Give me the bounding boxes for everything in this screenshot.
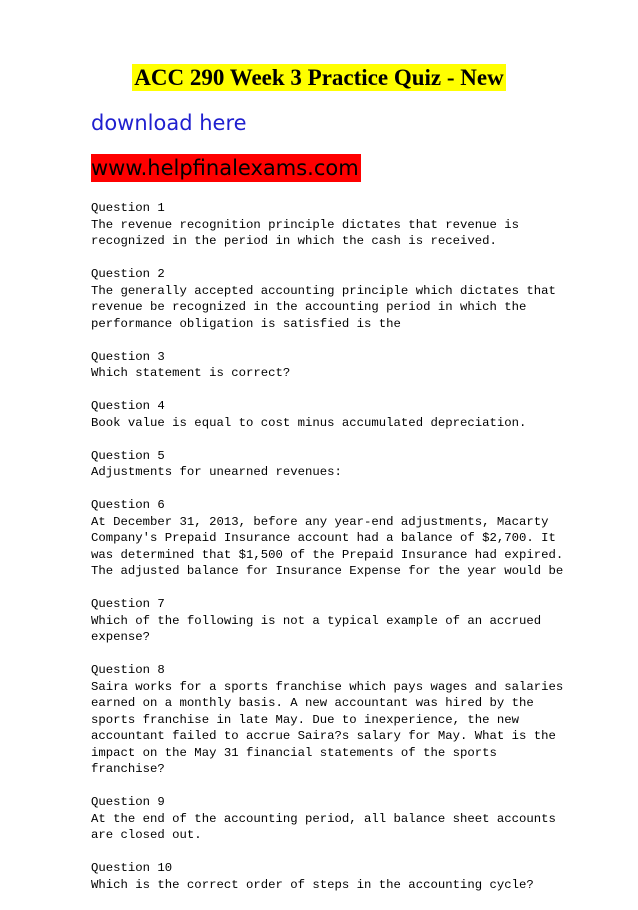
question-text: sports franchise in late May. Due to inexperience, the new [91, 712, 520, 727]
question-label: Question 7 [91, 597, 165, 611]
question-block [91, 662, 611, 778]
question-text: At the end of the accounting period, all balance sheet accounts [91, 811, 556, 826]
question-block [91, 398, 611, 431]
question-text: was determined that $1,500 of the Prepaid Insurance had expired. [91, 547, 564, 562]
question-text: At December 31, 2013, before any year-end adjustments, Macarty [91, 514, 549, 529]
question-block [91, 497, 611, 580]
question-label: Question 5 [91, 448, 165, 463]
question-list [91, 200, 611, 910]
question-block [91, 794, 611, 844]
question-text: accountant failed to accrue Saira?s salary for May. What is the [91, 729, 556, 743]
question-text: recognized in the period in which the cash is received. [91, 234, 497, 248]
download-link[interactable]: download here [91, 111, 247, 135]
question-text: Which statement is correct? [91, 366, 291, 380]
question-label: Question 9 [91, 795, 165, 809]
question-text: Which is the correct order of steps in the accounting cycle? [91, 877, 534, 892]
question-text: Which of the following is not a typical example of an accrued [91, 613, 542, 628]
question-block [91, 200, 611, 250]
question-text: performance obligation is satisfied is the [91, 316, 401, 331]
question-text: expense? [91, 630, 151, 644]
question-block [91, 860, 611, 893]
question-block [91, 266, 611, 332]
question-block [91, 448, 611, 481]
question-label: Question 8 [91, 663, 165, 677]
question-text: The revenue recognition principle dictates that revenue is [91, 217, 520, 232]
question-text: earned on a monthly basis. A new accountant was hired by the [91, 696, 534, 710]
site-url[interactable]: www.helpfinalexams.com [91, 156, 359, 180]
question-text: The generally accepted accounting principle which dictates that [91, 283, 556, 298]
question-label: Question 4 [91, 399, 165, 413]
question-text: The adjusted balance for Insurance Expense for the year would be [91, 564, 564, 578]
question-text: revenue be recognized in the accounting period in which the [91, 300, 527, 314]
question-text: impact on the May 31 financial statements of the sports [91, 745, 497, 760]
question-block [91, 349, 611, 382]
question-block [91, 596, 611, 646]
question-text: Adjustments for unearned revenues: [91, 465, 342, 479]
question-label: Question 3 [91, 349, 165, 364]
question-text: franchise? [91, 762, 165, 776]
question-label: Question 10 [91, 861, 173, 875]
title-wrap [0, 64, 638, 92]
question-label: Question 2 [91, 267, 165, 281]
question-text: are closed out. [91, 828, 202, 842]
question-text: Saira works for a sports franchise which pays wages and salaries [91, 679, 564, 694]
question-text: Company's Prepaid Insurance account had a balance of $2,700. It [91, 531, 556, 545]
question-text: Book value is equal to cost minus accumulated depreciation. [91, 415, 527, 430]
question-label: Question 6 [91, 498, 165, 512]
page-title: ACC 290 Week 3 Practice Quiz - New [134, 65, 504, 90]
question-label: Question 1 [91, 201, 165, 215]
